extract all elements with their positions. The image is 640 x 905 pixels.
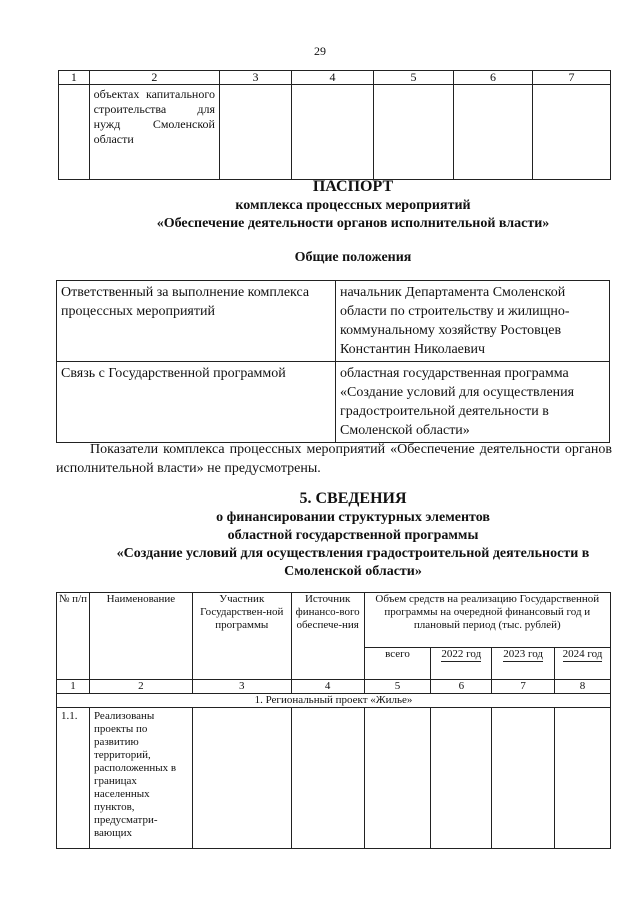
header-year: 2023 год — [492, 648, 555, 680]
header-total: всего — [364, 648, 431, 680]
table-row — [57, 281, 610, 362]
continued-cell: объектах капитального строительства для нужд Смоленской области — [89, 85, 219, 180]
project-row: 1. Региональный проект «Жилье» — [57, 694, 611, 708]
table-row — [57, 593, 611, 648]
section5-line: о финансировании структурных элементов — [216, 510, 490, 525]
header-year: 2022 год — [431, 648, 492, 680]
col-number: 3 — [219, 71, 291, 85]
section5-line: областной государственной программы — [227, 528, 479, 543]
header-volume: Объем средств на реализацию Государственной программы на очередной финансовый год и плановый период (тыс. рублей) — [364, 593, 610, 648]
col-number: 2 — [89, 680, 192, 694]
col-number: 5 — [373, 71, 453, 85]
passport-name: «Обеспечение деятельности органов исполнительной власти» — [156, 216, 550, 231]
table-row — [57, 362, 610, 443]
financing-table — [56, 592, 611, 849]
passport-title: ПАСПОРТ — [312, 178, 394, 195]
col-number: 5 — [364, 680, 431, 694]
general-heading: Общие положения — [294, 250, 412, 265]
row-value: областная государственная программа «Создание условий для осуществления градостроительной деятельности в Смоленской области» — [336, 362, 610, 443]
col-number: 1 — [59, 71, 90, 85]
col-number: 8 — [555, 680, 611, 694]
item-num: 1.1. — [57, 708, 90, 849]
table-row — [59, 85, 611, 180]
table-row — [57, 694, 611, 708]
page-number: 29 — [314, 44, 326, 58]
table-row — [57, 680, 611, 694]
row-value: начальник Департамента Смоленской области по строительству и жилищно-коммунальному хозяйству Ростовцев Константин Николаевич — [336, 281, 610, 362]
row-label: Ответственный за выполнение комплекса процессных мероприятий — [57, 281, 336, 362]
passport-subtitle: комплекса процессных мероприятий — [235, 198, 471, 213]
header-year: 2024 год — [555, 648, 611, 680]
col-number: 4 — [292, 71, 374, 85]
row-label: Связь с Государственной программой — [57, 362, 336, 443]
table-row — [59, 71, 611, 85]
indicators-paragraph: Показатели комплекса процессных мероприятий «Обеспечение деятельности органов исполнительной власти» не предусмотрены. — [56, 442, 612, 476]
section5-line: «Создание условий для осуществления градостроительной деятельности в — [116, 546, 590, 561]
col-number: 6 — [453, 71, 532, 85]
section5-title: 5. СВЕДЕНИЯ — [299, 490, 407, 507]
col-number: 3 — [192, 680, 291, 694]
col-number: 7 — [532, 71, 610, 85]
section5-line: Смоленской области» — [284, 564, 422, 579]
item-name: Реализованы проекты по развитию территорий, расположенных в границах населенных пунктов, предусматри-вающих — [89, 708, 192, 849]
continuation-table — [58, 70, 611, 180]
col-number: 2 — [89, 71, 219, 85]
general-table — [56, 280, 610, 443]
header-source: Источник финансо-вого обеспече-ния — [291, 593, 364, 680]
col-number: 6 — [431, 680, 492, 694]
table-row — [57, 708, 611, 849]
header-name: Наименование — [89, 593, 192, 680]
header-participant: Участник Государствен-ной программы — [192, 593, 291, 680]
col-number: 7 — [492, 680, 555, 694]
header-num: № п/п — [57, 593, 90, 680]
col-number: 1 — [57, 680, 90, 694]
col-number: 4 — [291, 680, 364, 694]
